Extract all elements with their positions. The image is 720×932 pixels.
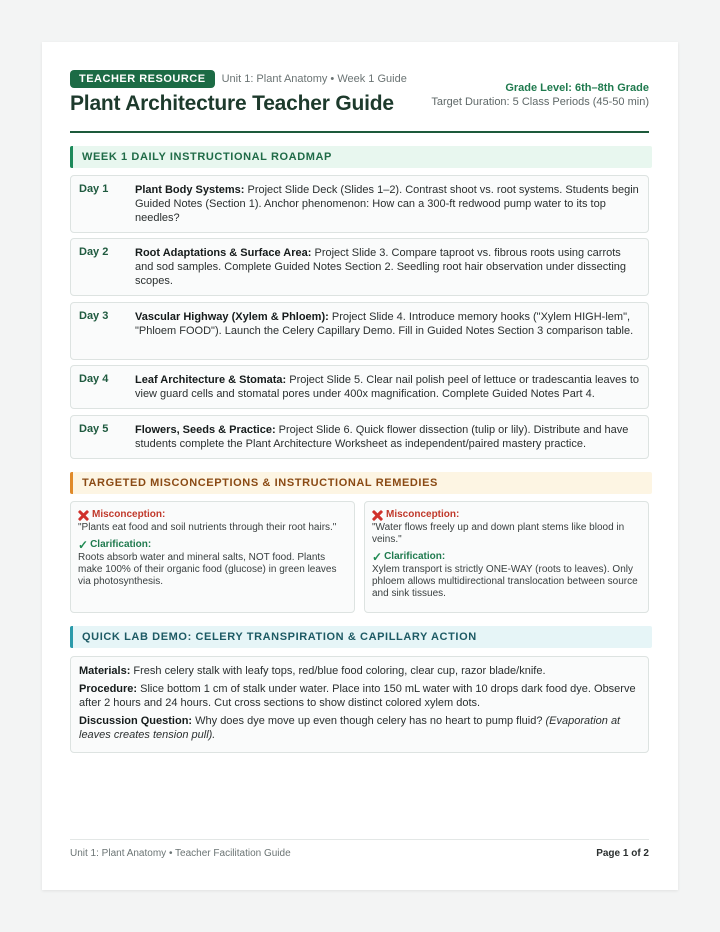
misconception-label: Misconception:: [92, 509, 166, 520]
document-page: [42, 42, 678, 890]
page-number: Page 1 of 2: [596, 848, 649, 859]
roadmap-heading: WEEK 1 DAILY INSTRUCTIONAL ROADMAP: [82, 151, 332, 163]
question-text: Why does dye move up even though celery has no heart to pump fluid?: [192, 715, 546, 727]
day-description: [135, 373, 640, 401]
page-content: [70, 70, 649, 741]
lab-section-header: [70, 626, 652, 648]
grade-level: Grade Level: 6th–8th Grade: [505, 82, 649, 94]
clarification-label: Clarification:: [384, 551, 446, 562]
check-mark-icon: ✓: [372, 550, 383, 564]
question-answer: (Evaporation at leaves creates tension pull).: [79, 715, 621, 741]
procedure-label: Procedure:: [79, 683, 138, 695]
misconception-header: [372, 509, 642, 521]
lab-heading: QUICK LAB DEMO: CELERY TRANSPIRATION & CAPILLARY ACTION: [82, 631, 477, 643]
day-description: [135, 183, 640, 225]
unit-subtitle: Unit 1: Plant Anatomy • Week 1 Guide: [221, 73, 407, 85]
day-title: Vascular Highway (Xylem & Phloem):: [135, 311, 329, 323]
lab-procedure: [79, 682, 639, 710]
day-label: Day 2: [79, 246, 109, 258]
day-title: Leaf Architecture & Stomata:: [135, 374, 287, 386]
day-title: Root Adaptations & Surface Area:: [135, 247, 312, 259]
header-divider: [70, 131, 649, 133]
day-label: Day 4: [79, 373, 109, 385]
clarification-label: Clarification:: [90, 539, 152, 550]
day-title: Plant Body Systems:: [135, 184, 245, 196]
footer-divider: [70, 839, 649, 840]
misconceptions-heading: TARGETED MISCONCEPTIONS & INSTRUCTIONAL REMEDIES: [82, 477, 438, 489]
cross-mark-icon: [78, 510, 89, 521]
day-text: Project Slide 3. Compare taproot vs. fibrous roots using carrots and sod samples. Complete Guided Notes Section 2. Seedling root hair observation under dissecting scopes.: [135, 247, 627, 287]
day-row: [70, 238, 649, 296]
day-text: Project Slide Deck (Slides 1–2). Contrast shoot vs. root systems. Students begin Guided Notes (Section 1). Anchor phenomenon: How can a 300-ft redwood pump water to its top needles?: [135, 184, 639, 224]
day-label: Day 5: [79, 423, 109, 435]
clarification-header: [78, 539, 348, 551]
day-text: Project Slide 6. Quick flower dissection (tulip or lily). Distribute and have students complete the Plant Architecture Worksheet as independent/paired mastery practice.: [135, 424, 629, 450]
clarification-text: Roots absorb water and mineral salts, NOT food. Plants make 100% of their organic food (glucose) in green leaves via photosynthesis.: [78, 552, 337, 587]
lab-materials: [79, 664, 639, 678]
day-text: Project Slide 5. Clear nail polish peel of lettuce or tradescantia leaves to view guard cells and stomatal pores under 400x magnification. Complete Guided Notes Part 4.: [135, 374, 639, 400]
day-description: [135, 246, 640, 288]
teacher-resource-badge: TEACHER RESOURCE: [70, 70, 215, 88]
misconception-label: Misconception:: [386, 509, 460, 520]
lab-discussion: [79, 714, 639, 742]
check-mark-icon: ✓: [78, 538, 89, 552]
day-description: [135, 423, 640, 451]
roadmap-section-header: [70, 146, 652, 168]
day-row: [70, 415, 649, 459]
lab-box: [70, 656, 649, 753]
materials-text: Fresh celery stalk with leafy tops, red/blue food coloring, clear cup, razor blade/knife.: [130, 665, 546, 677]
question-label: Discussion Question:: [79, 715, 193, 727]
day-row: [70, 175, 649, 233]
day-row: [70, 365, 649, 409]
day-text: Project Slide 4. Introduce memory hooks ("Xylem HIGH-lem", "Phloem FOOD"). Launch the Celery Capillary Demo. Fill in Guided Notes Section 3 comparison table.: [135, 311, 634, 337]
day-row: [70, 302, 649, 360]
clarification-text: Xylem transport is strictly ONE-WAY (roots to leaves). Only phloem allows multidirectional translocation between source and sink tissues.: [372, 564, 638, 599]
day-label: Day 1: [79, 183, 109, 195]
misconception-quote: "Water flows freely up and down plant stems like blood in veins.": [372, 522, 625, 545]
misconception-quote: "Plants eat food and soil nutrients through their root hairs.": [78, 522, 337, 533]
misconception-card: [70, 501, 355, 613]
target-duration: Target Duration: 5 Class Periods (45-50 min): [431, 96, 649, 108]
footer-left-text: Unit 1: Plant Anatomy • Teacher Facilitation Guide: [70, 848, 291, 859]
day-description: [135, 310, 640, 338]
procedure-text: Slice bottom 1 cm of stalk under water. Place into 150 mL water with 10 drops dark food dye. Observe after 2 hours and 24 hours. Cut cross sections to show distinct colored xylem dots.: [79, 683, 636, 709]
cross-mark-icon: [372, 510, 383, 521]
page-title: Plant Architecture Teacher Guide: [70, 92, 394, 115]
day-title: Flowers, Seeds & Practice:: [135, 424, 276, 436]
day-label: Day 3: [79, 310, 109, 322]
misconception-header: [78, 509, 348, 521]
clarification-header: [372, 551, 642, 563]
materials-label: Materials:: [79, 665, 131, 677]
misconception-card: [364, 501, 649, 613]
misconceptions-section-header: [70, 472, 652, 494]
